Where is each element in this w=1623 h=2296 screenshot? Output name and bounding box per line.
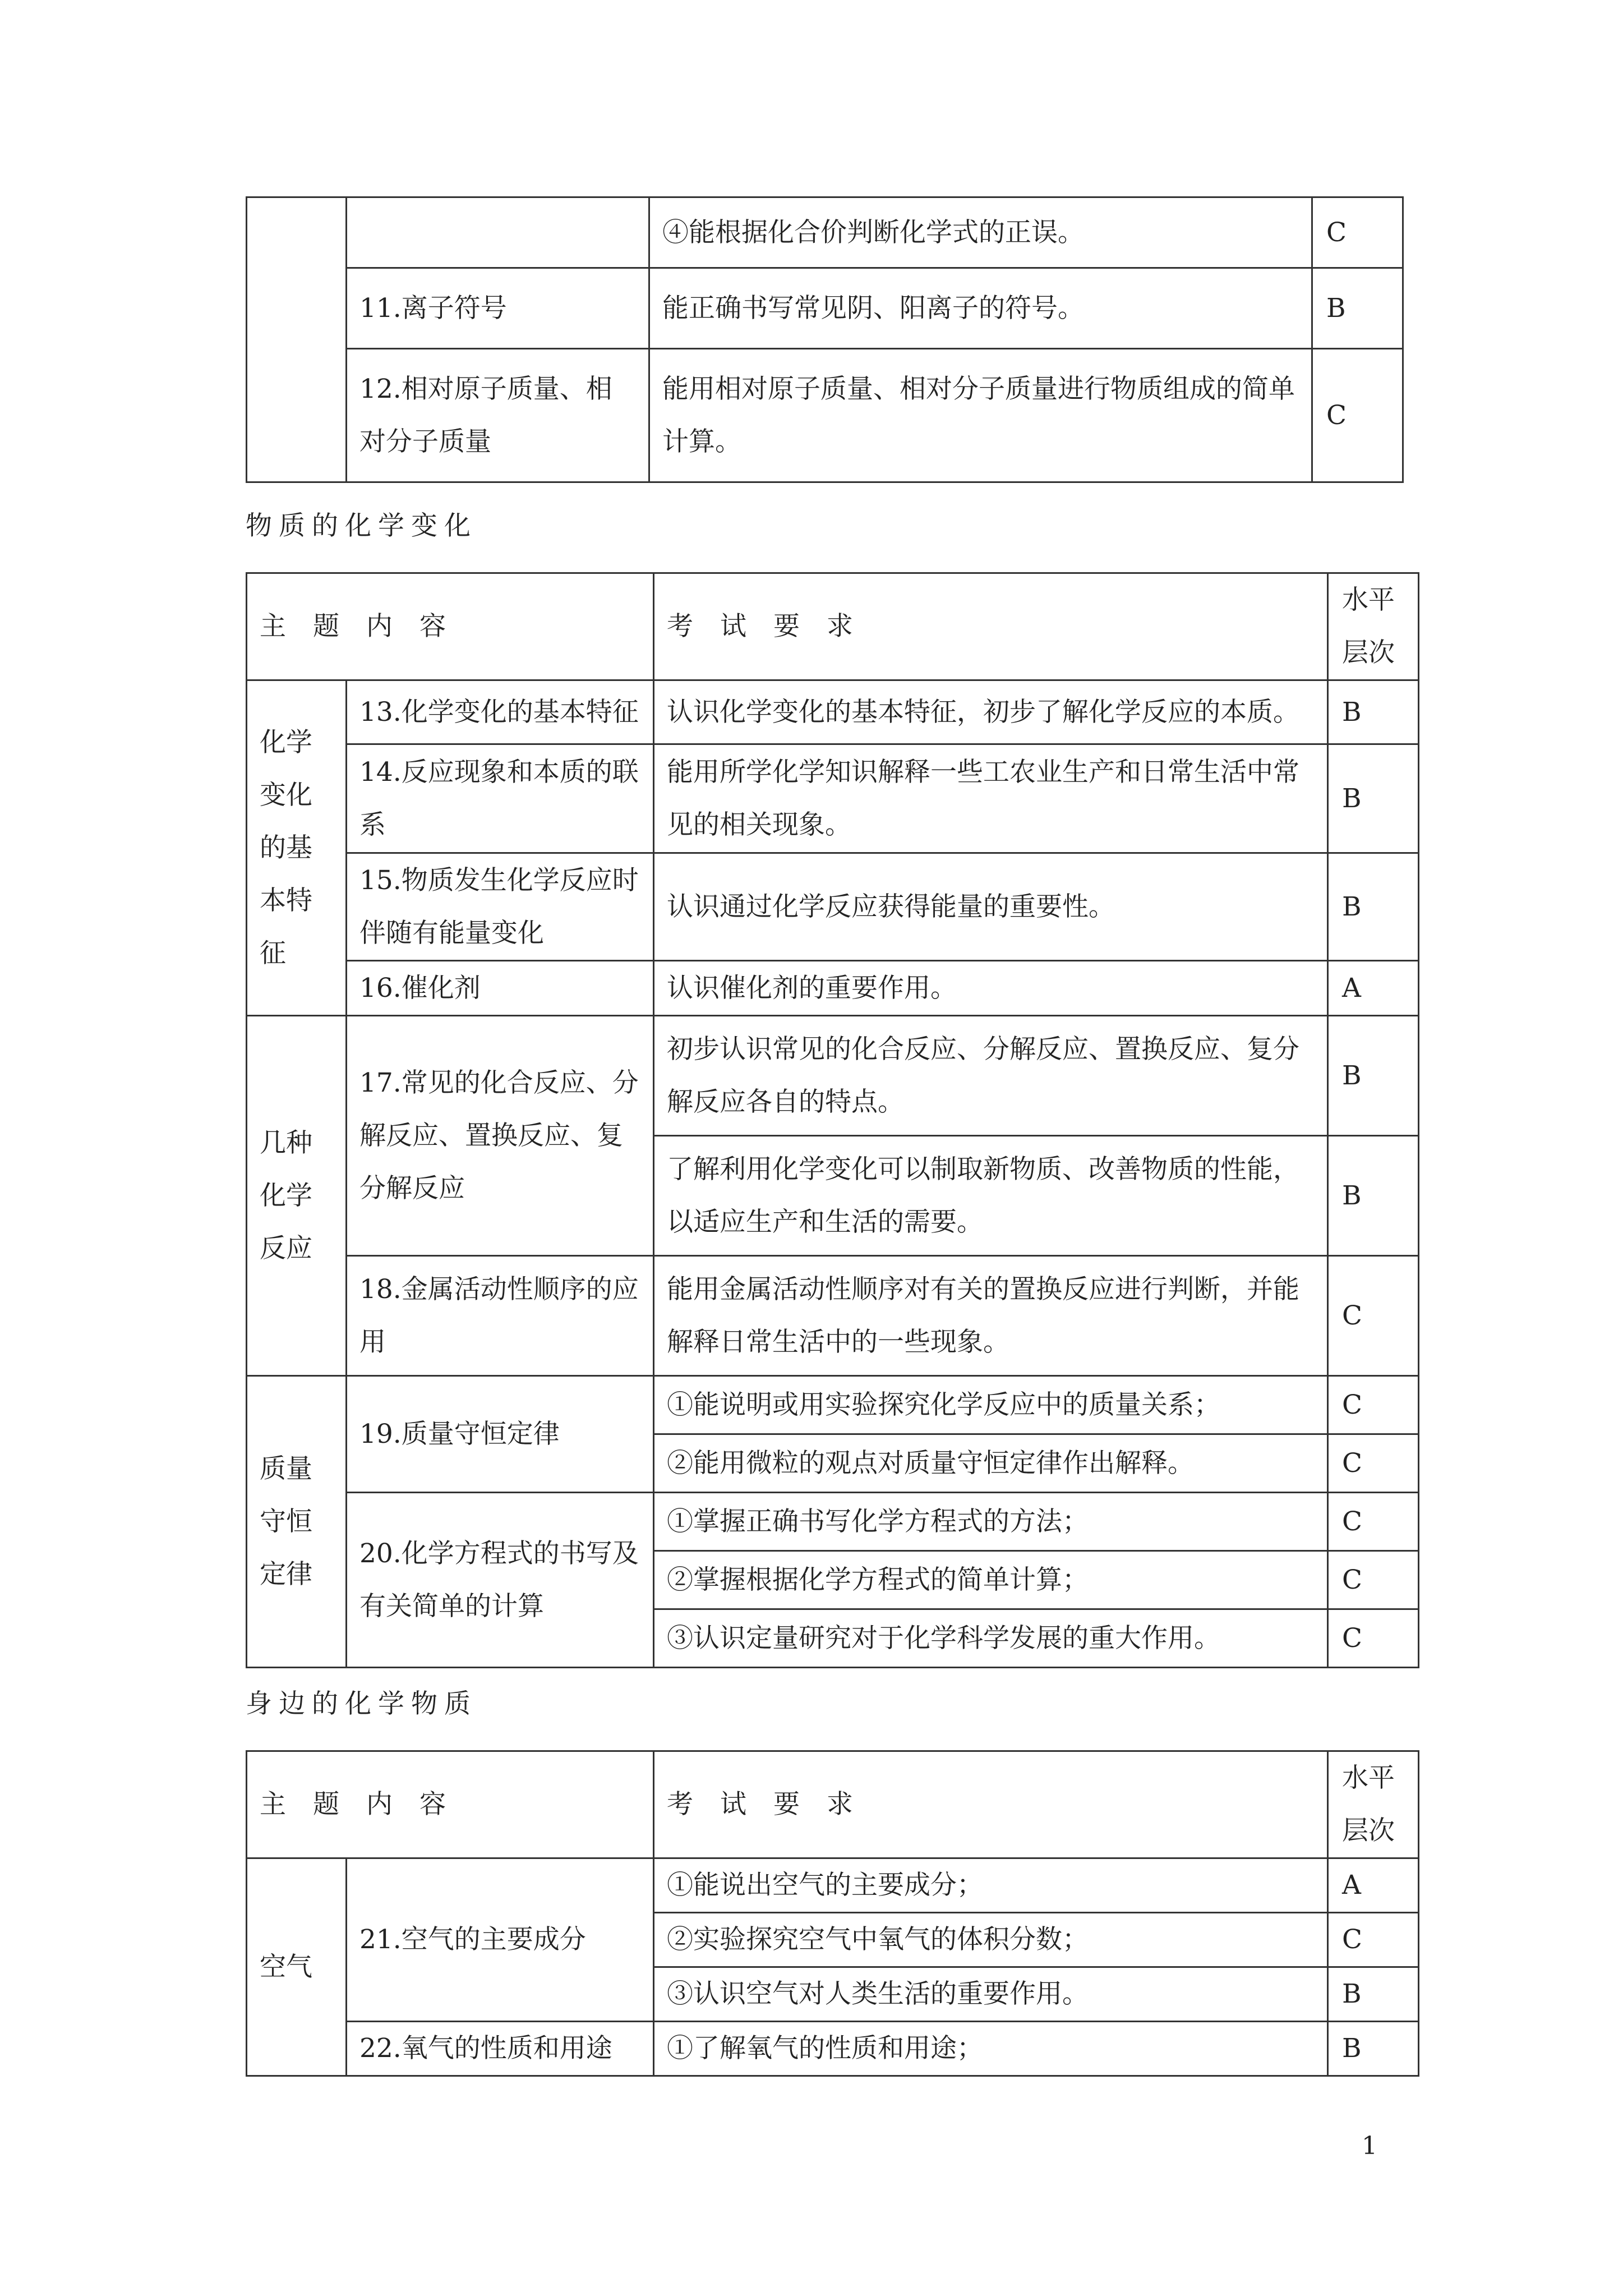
item-cell: 13.化学变化的基本特征 <box>347 680 654 744</box>
requirement-cell: 初步认识常见的化合反应、分解反应、置换反应、复分解反应各自的特点。 <box>654 1016 1328 1136</box>
table-row <box>247 349 1403 482</box>
level-cell: B <box>1328 853 1419 961</box>
requirement-cell: ①掌握正确书写化学方程式的方法； <box>654 1493 1328 1551</box>
table-row <box>247 1493 1419 1551</box>
item-cell: 22.氧气的性质和用途 <box>347 2022 654 2076</box>
level-cell: B <box>1328 744 1419 853</box>
table-row <box>247 268 1403 349</box>
category-cell: 质量守恒定律 <box>247 1376 347 1668</box>
requirement-cell: ①了解氧气的性质和用途； <box>654 2022 1328 2076</box>
requirement-cell: ③认识定量研究对于化学科学发展的重大作用。 <box>654 1609 1328 1668</box>
item-cell: 16.催化剂 <box>347 961 654 1016</box>
category-cell: 空气 <box>247 1858 347 2076</box>
item-cell: 17.常见的化合反应、分解反应、置换反应、复分解反应 <box>347 1016 654 1256</box>
table-row <box>247 197 1403 268</box>
requirement-cell: 认识催化剂的重要作用。 <box>654 961 1328 1016</box>
header-requirement: 考试要求 <box>654 573 1328 680</box>
level-cell: C <box>1328 1493 1419 1551</box>
requirement-cell: 能用所学化学知识解释一些工农业生产和日常生活中常见的相关现象。 <box>654 744 1328 853</box>
header-level: 水平层次 <box>1328 573 1419 680</box>
level-cell: C <box>1328 1256 1419 1376</box>
level-cell: A <box>1328 1858 1419 1913</box>
table-continued <box>246 196 1404 483</box>
item-cell: 15.物质发生化学反应时伴随有能量变化 <box>347 853 654 961</box>
section-title: 物质的化学变化 <box>246 510 477 541</box>
table-row <box>247 744 1419 853</box>
requirement-cell: 了解利用化学变化可以制取新物质、改善物质的性能，以适应生产和生活的需要。 <box>654 1136 1328 1256</box>
item-cell: 14.反应现象和本质的联系 <box>347 744 654 853</box>
table-row <box>247 1256 1419 1376</box>
header-topic: 主题内容 <box>247 1751 654 1858</box>
requirement-cell: 认识通过化学反应获得能量的重要性。 <box>654 853 1328 961</box>
table-row <box>247 1016 1419 1136</box>
requirement-cell: 能正确书写常见阴、阳离子的符号。 <box>649 268 1312 349</box>
category-cell <box>247 197 347 482</box>
table-chemical-substances <box>246 1750 1419 2077</box>
level-cell: A <box>1328 961 1419 1016</box>
item-cell: 11.离子符号 <box>347 268 649 349</box>
requirement-cell: 能用金属活动性顺序对有关的置换反应进行判断，并能解释日常生活中的一些现象。 <box>654 1256 1328 1376</box>
level-cell: C <box>1328 1551 1419 1609</box>
requirement-cell: 认识化学变化的基本特征，初步了解化学反应的本质。 <box>654 680 1328 744</box>
item-cell: 20.化学方程式的书写及有关简单的计算 <box>347 1493 654 1668</box>
table-header-row <box>247 573 1419 680</box>
table-header-row <box>247 1751 1419 1858</box>
level-cell: B <box>1328 1967 1419 2022</box>
requirement-cell: 能用相对原子质量、相对分子质量进行物质组成的简单计算。 <box>649 349 1312 482</box>
header-level: 水平层次 <box>1328 1751 1419 1858</box>
level-cell: C <box>1328 1609 1419 1668</box>
header-topic: 主题内容 <box>247 573 654 680</box>
item-cell: 18.金属活动性顺序的应用 <box>347 1256 654 1376</box>
level-cell: B <box>1328 1016 1419 1136</box>
item-cell: 12.相对原子质量、相对分子质量 <box>347 349 649 482</box>
table-row <box>247 680 1419 744</box>
item-cell: 19.质量守恒定律 <box>347 1376 654 1493</box>
level-cell: C <box>1312 349 1403 482</box>
requirement-cell: ③认识空气对人类生活的重要作用。 <box>654 1967 1328 2022</box>
table-row <box>247 961 1419 1016</box>
requirement-cell: ②掌握根据化学方程式的简单计算； <box>654 1551 1328 1609</box>
requirement-cell: ①能说出空气的主要成分； <box>654 1858 1328 1913</box>
category-cell: 化学变化的基本特征 <box>247 680 347 1016</box>
table-row <box>247 1376 1419 1434</box>
table-row <box>247 853 1419 961</box>
level-cell: C <box>1328 1913 1419 1967</box>
level-cell: B <box>1328 680 1419 744</box>
requirement-cell: ①能说明或用实验探究化学反应中的质量关系； <box>654 1376 1328 1434</box>
level-cell: C <box>1328 1434 1419 1493</box>
requirement-cell: ②能用微粒的观点对质量守恒定律作出解释。 <box>654 1434 1328 1493</box>
requirement-cell: ④能根据化合价判断化学式的正误。 <box>649 197 1312 268</box>
table-chemical-change <box>246 572 1419 1668</box>
level-cell: C <box>1312 197 1403 268</box>
level-cell: C <box>1328 1376 1419 1434</box>
category-cell: 几种化学反应 <box>247 1016 347 1376</box>
table-row <box>247 2022 1419 2076</box>
level-cell: B <box>1312 268 1403 349</box>
header-requirement: 考试要求 <box>654 1751 1328 1858</box>
page-number: 1 <box>1362 2132 1377 2160</box>
level-cell: B <box>1328 1136 1419 1256</box>
table-row <box>247 1858 1419 1913</box>
section-title: 身边的化学物质 <box>246 1688 477 1719</box>
level-cell: B <box>1328 2022 1419 2076</box>
requirement-cell: ②实验探究空气中氧气的体积分数； <box>654 1913 1328 1967</box>
item-cell <box>347 197 649 268</box>
item-cell: 21.空气的主要成分 <box>347 1858 654 2022</box>
